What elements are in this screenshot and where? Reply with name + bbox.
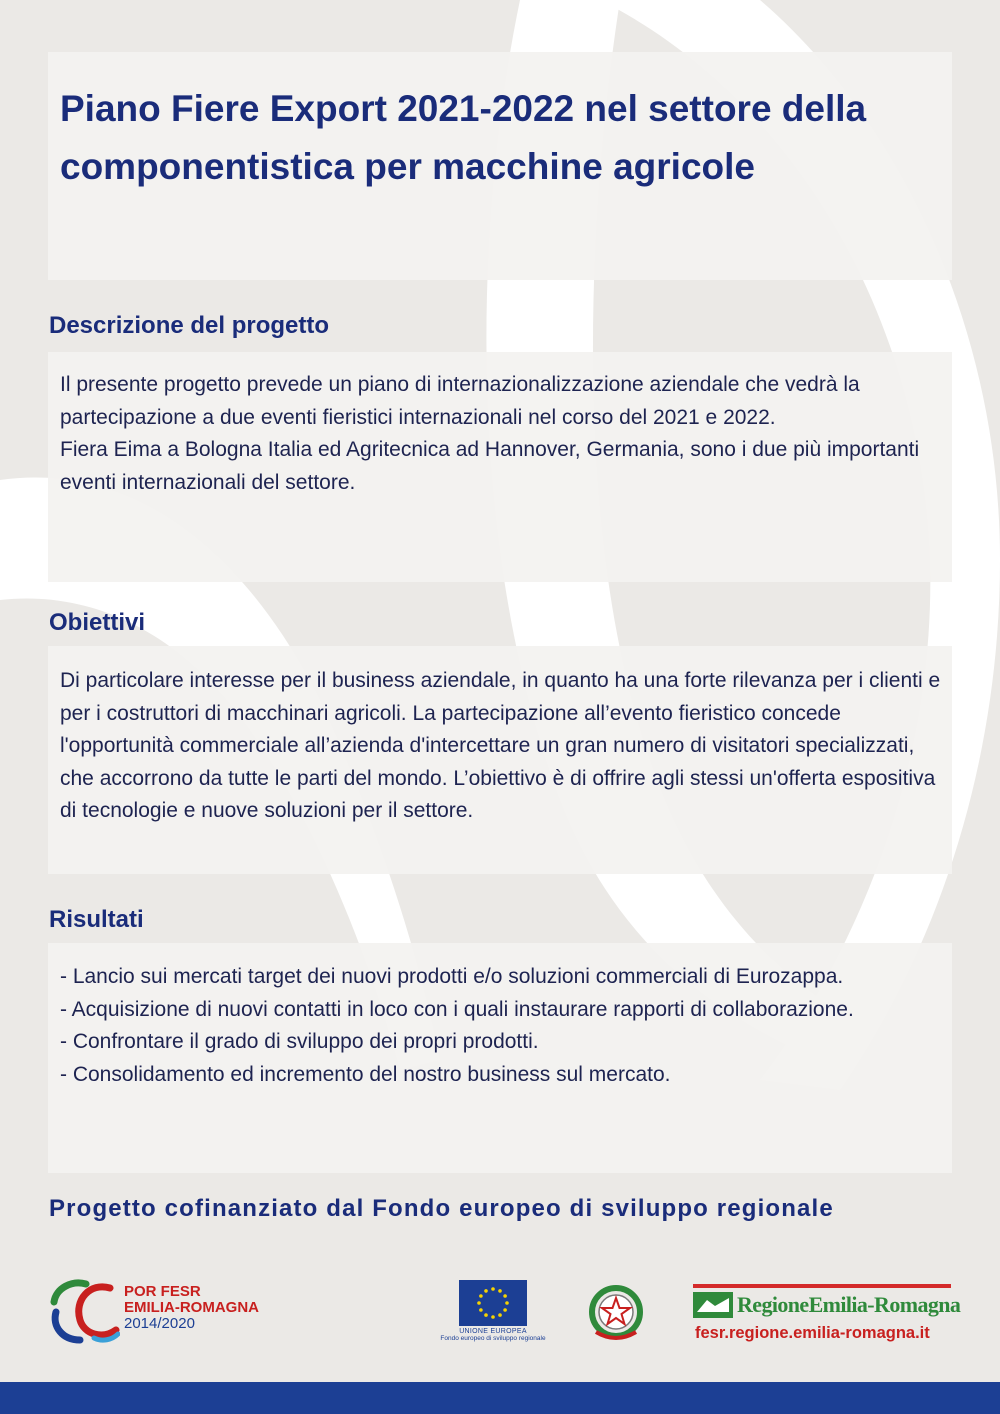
eu-name: UNIONE EUROPEA <box>459 1328 527 1335</box>
results-list <box>60 961 950 1091</box>
eu-flag-icon <box>459 1280 527 1326</box>
results-heading: Risultati <box>49 906 144 933</box>
description-body <box>60 369 950 499</box>
objectives-body <box>60 665 950 828</box>
description-heading: Descrizione del progetto <box>49 312 330 339</box>
results-item: - Lancio sui mercati target dei nuovi prodotti e/o soluzioni commerciali di Eurozappa. <box>60 965 844 988</box>
por-fesr-line3: 2014/2020 <box>124 1315 195 1332</box>
por-fesr-logo <box>50 1278 280 1344</box>
description-paragraph: Fiera Eima a Bologna Italia ed Agritecnica ad Hannover, Germania, sono i due più importanti eventi internazionali del settore. <box>60 438 920 494</box>
bottom-bar <box>0 1382 1000 1414</box>
funding-statement: Progetto cofinanziato dal Fondo europeo di sviluppo regionale <box>49 1195 834 1222</box>
italian-republic-emblem-icon <box>586 1282 646 1344</box>
regione-flag-icon <box>693 1292 733 1318</box>
description-paragraph: Il presente progetto prevede un piano di internazionalizzazione aziendale che vedrà la partecipazione a due eventi fieristici internazionali nel corso del 2021 e 2022. <box>60 373 860 429</box>
regione-red-bar <box>693 1284 951 1288</box>
results-item: - Consolidamento ed incremento del nostro business sul mercato. <box>60 1062 671 1086</box>
eu-logo <box>430 1280 556 1350</box>
objectives-heading: Obiettivi <box>49 609 146 636</box>
por-fesr-line1: POR FESR <box>124 1283 201 1300</box>
page-title: Piano Fiere Export 2021-2022 nel settore della componentistica per macchine agricole <box>60 88 867 187</box>
results-item: - Acquisizione di nuovi contatti in loco con i quali instaurare rapporti di collaborazione. <box>60 997 854 1021</box>
eu-subtitle: Fondo europeo di sviluppo regionale <box>440 1335 546 1342</box>
por-fesr-mark-icon <box>50 1278 120 1344</box>
regione-url[interactable]: fesr.regione.emilia-romagna.it <box>695 1324 930 1342</box>
regione-name: RegioneEmilia-Romagna <box>737 1292 961 1317</box>
por-fesr-line2: EMILIA-ROMAGNA <box>124 1299 259 1316</box>
objectives-paragraph: Di particolare interesse per il business aziendale, in quanto ha una forte rilevanza per i clienti e per i costruttori di macchinari agricoli. La partecipazione all’evento fieristico concede l'opportunità commerciale all’azienda d'intercettare un gran numero di visitatori specializzati, che accorrono da tutte le parti del mondo. L’obiettivo è di offrire agli stessi un'offerta espositiva di tecnologie e nuove soluzioni per il settore. <box>60 669 941 822</box>
regione-emilia-romagna-logo <box>693 1284 961 1346</box>
results-item: - Confrontare il grado di sviluppo dei propri prodotti. <box>60 1030 539 1053</box>
